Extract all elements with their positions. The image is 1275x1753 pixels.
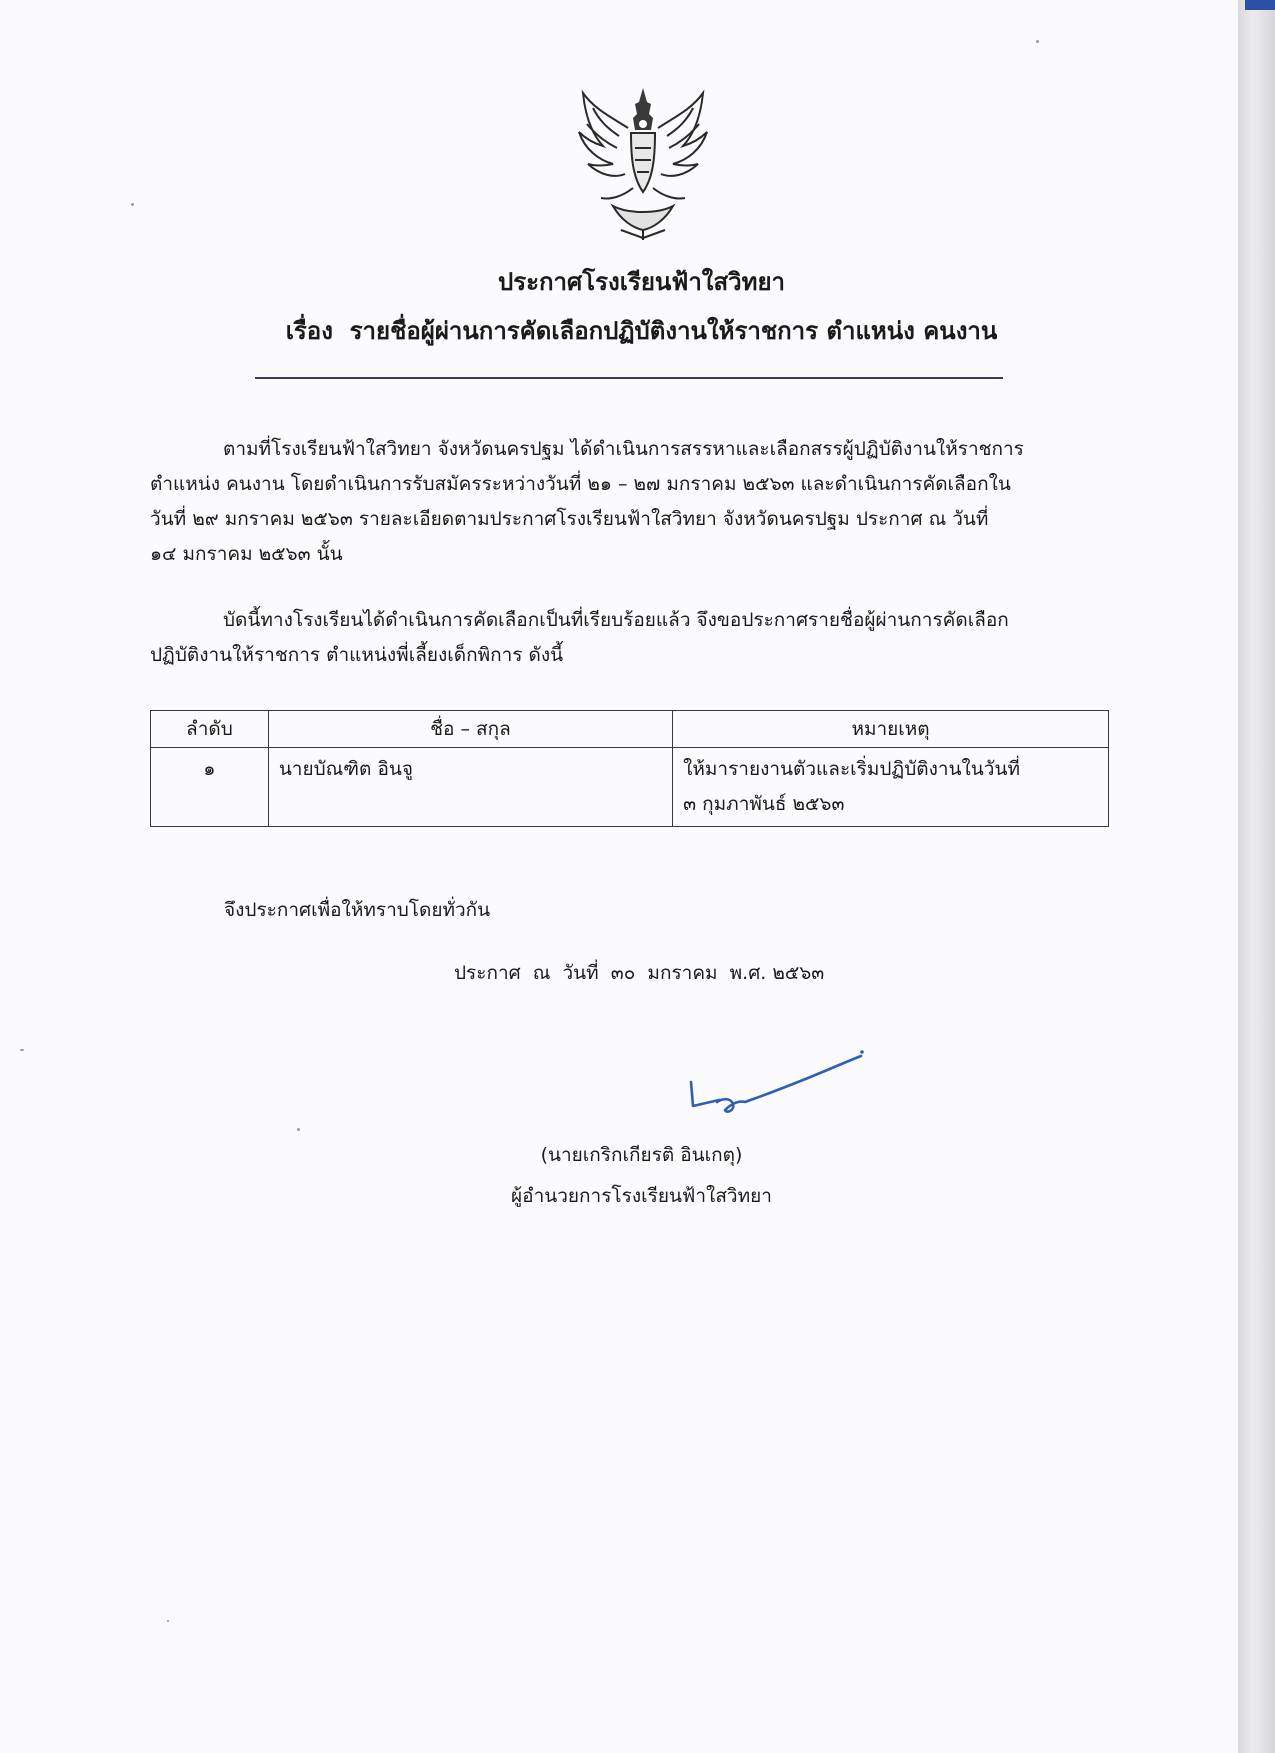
paragraph-line: ปฏิบัติงานให้ราชการ ตำแหน่งพี่เลี้ยงเด็กพิการ ดังนี้: [150, 644, 564, 666]
cell-order: ๑: [151, 748, 269, 827]
scan-edge: [1238, 0, 1275, 1753]
column-header-remark: หมายเหตุ: [673, 711, 1109, 748]
signatory-position: ผู้อำนวยการโรงเรียนฟ้าใสวิทยา: [511, 1185, 772, 1207]
closing-statement: จึงประกาศเพื่อให้ทราบโดยทั่วกัน: [224, 899, 491, 921]
scan-edge-mark: [1245, 0, 1275, 10]
cell-name: นายบัณฑิต อินจู: [268, 748, 672, 827]
paper-speck: [1036, 40, 1039, 43]
handwritten-signature: [683, 1044, 868, 1114]
announcement-date: ประกาศ ณ วันที่ ๓๐ มกราคม พ.ศ. ๒๕๖๓: [454, 962, 825, 984]
table-header-row: [151, 711, 1109, 748]
selected-candidates-table: [150, 710, 1109, 827]
paper-speck: [20, 1049, 24, 1051]
paragraph-line: ตำแหน่ง คนงาน โดยดำเนินการรับสมัครระหว่างวันที่ ๒๑ – ๒๗ มกราคม ๒๕๖๓ และดำเนินการคัดเลือกใน: [150, 473, 1011, 495]
paragraph-line: บัดนี้ทางโรงเรียนได้ดำเนินการคัดเลือกเป็นที่เรียบร้อยแล้ว จึงขอประกาศรายชื่อผู้ผ่านการคัดเลือก: [223, 609, 1009, 631]
paper-speck: [297, 1128, 300, 1131]
paragraph-background: [150, 432, 1080, 572]
signatory-name: (นายเกริกเกียรติ อินเกตุ): [540, 1144, 743, 1166]
paper-speck: [131, 203, 134, 206]
garuda-emblem-icon: [573, 88, 713, 243]
paragraph-line: ๑๔ มกราคม ๒๕๖๓ นั้น: [150, 543, 343, 565]
remark-line: ให้มารายงานตัวและเริ่มปฏิบัติงานในวันที่: [683, 758, 1020, 780]
title-divider: [255, 377, 1003, 379]
paragraph-result: [150, 603, 1080, 673]
announcement-title: ประกาศโรงเรียนฟ้าใสวิทยา: [498, 268, 785, 296]
column-header-order: ลำดับ: [151, 711, 269, 748]
cell-remark: [673, 748, 1109, 827]
paragraph-line: ตามที่โรงเรียนฟ้าใสวิทยา จังหวัดนครปฐม ได้ดำเนินการสรรหาและเลือกสรรผู้ปฏิบัติงานให้ราชการ: [223, 438, 1024, 460]
paragraph-line: วันที่ ๒๙ มกราคม ๒๕๖๓ รายละเอียดตามประกาศโรงเรียนฟ้าใสวิทยา จังหวัดนครปฐม ประกาศ ณ วันที่: [150, 508, 989, 530]
column-header-name: ชื่อ – สกุล: [268, 711, 672, 748]
announcement-subject: เรื่อง รายชื่อผู้ผ่านการคัดเลือกปฏิบัติงานให้ราชการ ตำแหน่ง คนงาน: [285, 317, 998, 345]
paper-speck: [167, 1620, 169, 1622]
remark-line: ๓ กุมภาพันธ์ ๒๕๖๓: [683, 793, 845, 815]
table-row: [151, 748, 1109, 827]
